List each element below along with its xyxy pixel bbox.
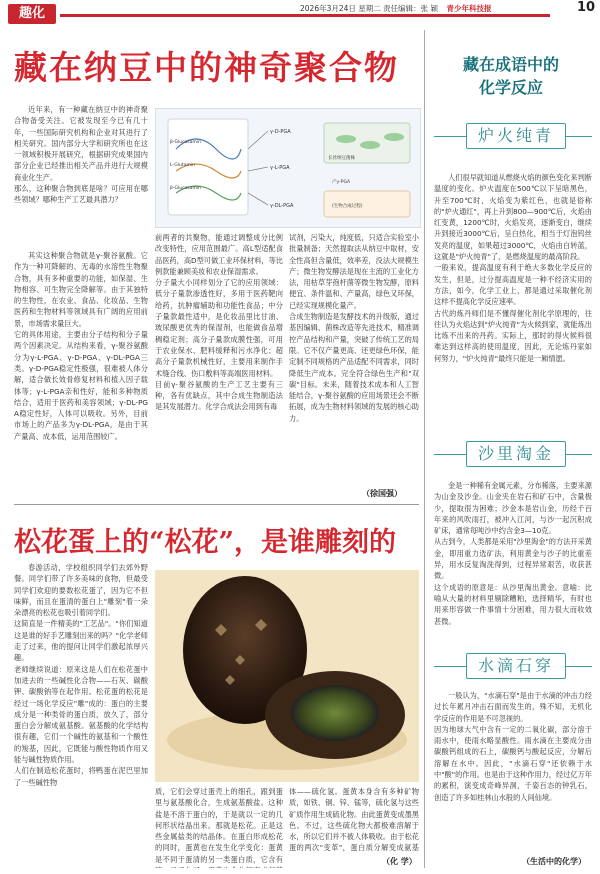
section-tag: 趣化 <box>8 4 56 24</box>
column-divider <box>424 30 425 868</box>
label-left-b: L-Glutamin <box>170 163 195 168</box>
article2-title: 松花蛋上的“松花”，是谁雕刻的 <box>14 527 397 558</box>
idiom2-heading: 沙里淘金 <box>466 441 566 467</box>
page-number: 10 <box>576 0 596 15</box>
idiom2-text: 金是一种稀有金属元素，分布稀落，主要来源为山金及沙金。山金夹在岩石和矿石中，含量极少，提取很为困难；沙金本是岩山金，历经千百年来的风吹雨打，被冲入江河，与沙一起沉积成矿床，通常每吨沙中约含金3—10克。 从古到今，人类都是采用"沙里淘金"的方法开采黄金，即用重力选矿法，利用黄金与沙子的比重差异，用水反复淘洗得到，过程异常艰苦，收获甚微。 这个成语的原意是：从沙里淘出黄金。意喻：比喻从大量的材料里剔除糟粕，选择精华，有时也用来形容做一件事情十分困难，用力很大而收效甚微。 <box>434 481 592 626</box>
idiom1-heading: 炉火纯青 <box>466 123 566 149</box>
sidebar-title-line1: 藏在成语中的 <box>462 55 559 74</box>
pga-diagram-svg <box>156 109 420 227</box>
article1-col1-intro: 近年来，有一种藏在纳豆中的神奇聚合物备受关注。它被发现至今已有几十年，一些国际研究机构和企业对其进行了相关研究。国内部分大学和研究所也在这一领域积极开展研究，根据研究成果国内部分企业已经推出相关产品并进行大规模商业化生产。 那么，这种聚合物到底是啥？可应用在哪些领域？哪种生产工艺最具潜力？ <box>14 105 148 205</box>
article2-author: （化 学） <box>382 857 417 866</box>
article1-col1-body: 其实这种聚合物就是γ-聚谷氨酸。它作为一种可降解的、无毒的水溶性生物聚合物，具有多种重要的功能，如保湿、生物相容、可生物完全降解等。由于其独特的生物性，在农业、食品、化妆品、生物医药和生物材料等领域具有广阔的应用前景，市场需求量巨大。 它的具体用途，主要由分子结构和分子量两个因素决定。从结构来看，γ-聚谷氨酸分为γ-L-PGA、γ-D-PGA、γ-DL-PGA三类。γ-D-PGA稳定性极强，很难被人体分解，适合做长效骨修复材料和植入因子载体等；γ-L-PGA亲和性好，能和多种物质结合，适用于医药和美容领域；γ-DL-PGA稳定性好，人体可以吸收。另外，目前市场上的产品多为γ-DL-PGA，是由于其产量高、成本低，运用范围较广。 <box>14 251 148 441</box>
issue-date-editor: 2026年3月24日 星期二 责任编辑：张 颖 <box>300 4 439 13</box>
idiom3-text: 一般认为，"水滴石穿"是由于水滴的冲击力经过长年累月冲击石面而发生的，殊不知，无机化学反应的作用是不可忽视的。 因为地球大气中含有一定的二氧化碳，部分溶于雨水中，使雨水略显酸性。雨水滴在主要成分由碳酸钙组成的石上，碳酸钙与酸起反应，分解后溶解在水中。因此，"水滴石穿"还依赖于水中"酸"的作用。也是由于这种作用力，经过亿万年的累积，演变成奇峰异洞，千姿百态的钟乳石，创造了许多如桂林山水般的人间仙境。 <box>434 691 592 802</box>
newspaper-brand: 青少年科技报 <box>446 4 492 13</box>
bacterium-2 <box>360 141 380 149</box>
article1-col2: 前两者的共聚物，能通过调整成分比例改变特性，应用范围最广。高L型适配食品医药，高D型可做工业环保材料，等比例款能兼顾美妆和农业保湿需求。 分子量大小同样划分了它的应用领域：低分子量款渗透性好，多用于医药靶向给药，抗肿瘤辅助和功能性食品；中分子量款最性适中，是化妆品里比甘油、玻尿酸更优秀的保湿剂，也能做食品增稠稳定剂；高分子量款成膜性强，可用于农业保水、肥料缓释和污水净化；超高分子量款机械性好，主要用来制作手术缝合线、伤口敷料等高端医用材料。 目前γ-聚谷氨酸的生产工艺主要有三种，各有优缺点，其中合成生物制造法是其发展潜力。化学合成法会用到有毒 <box>155 233 283 412</box>
sidebar-title-line2: 化学反应 <box>478 78 543 97</box>
egg-illustration <box>155 570 419 782</box>
arrow-bot <box>248 193 268 205</box>
arrow-mid <box>248 167 268 171</box>
article2-col1: 春游活动，学校组织同学们去郊外野餐。同学们带了许多美味的食物，但最受同学们欢迎的要数松花蛋了，因为它不但味鲜，而且在蛋清的蛋白上"雕刻"着一朵朵漂亮的松花也吸引着同学们。 这简直是一件精美的"工艺品"。"你们知道这是谁的好手艺雕刻出来的吗？"化学老师走了过来，他的提问让同学们激起浓厚兴趣。 老师继续说道：原来这是人们在松花蛋中加进去的一些碱性化合物——石灰、碳酸钾、碳酸钠等在起作用。松花蛋的松花是经过一场化学反应"雕"成的：蛋白的主要成分是一种类骨的蛋白质，放久了，部分蛋白会分解成氨基酸。氨基酸的化学结构很有趣，它们一个碱性的氨基和一个酸性的羧基，因此，它既能与酸性物质作用又能与碱性物质作用。 人们在制造松花蛋时，将鸭蛋在泥巴里加了一些碱性物 <box>14 563 148 787</box>
label-left-c: β-Glucosamin <box>170 186 201 191</box>
sidebar-author: （生活中的化学） <box>522 857 586 866</box>
bacterium-1 <box>336 135 356 143</box>
article1-title: 藏在纳豆中的神奇聚合物 <box>14 48 399 87</box>
halved-egg-yolk <box>291 685 379 741</box>
label-pga-d: γ-D-PGA <box>270 129 291 135</box>
header-info <box>300 3 570 14</box>
label-right-mid: 产γ-PGA <box>332 180 351 185</box>
label-pga-dl: γ-DL-PGA <box>270 203 294 209</box>
article1-col3: 试剂，污染大，纯度低，只适合实验室小批量制备；天然提取法从纳豆中取材，安全性高但含量低，效率差，没法大规模生产；微生物发酵法是现在主流的工业化方法，用枯草芽孢杆菌等微生物发酵，原料便宜、条件温和、产量高，绿色又环保，已经实现规模化量产。 合成生物制造是发酵技术的升级版，通过基因编辑、菌株改造等先进技术，精准调控产品结构和产量，突破了传统工艺的局限。它不仅产量更高、还更绿色环保，能定制不同规格的产品适配不同需求，同时降低生产成本。完全符合绿色生产和"双碳"目标。未来，随着技术成本和人工智能结合，γ-聚谷氨酸的应用场景还会不断拓展，成为生物材料领域的发展的核心助力。 <box>289 233 419 423</box>
article1-author: （徐国强） <box>362 489 402 498</box>
article-divider <box>14 504 419 505</box>
arrow-top <box>248 131 268 149</box>
idiom1-text: 人们很早就知道从燃烧火焰的颜色变化来判断温度的变化。炉火温度在500℃以下呈暗黑色，升至700℃时，火焰变为紫红色，也就是俗称的"炉火通红"，再上升到800—900℃后，火焰由红变黄，1200℃时，火焰发亮，逐渐变白，继续升到接近3000℃后，呈白热化，相当于灯泡钨丝发亮的温度，如果超过3000℃，火焰由白转蓝，这就是"炉火纯青"了，是燃烧温度的最高阶段。 一般来说，提高温度有利于绝大多数化学反应的发生，但是，过分提高温度是一种不经济实用的方法，如今，化学工业上，都是通过采取催化剂这样不提高化学反应速率。 古代的炼丹师们是不懂得催化剂化学原理的，往往认为火焰达到"炉火纯青"为火候到家，就能炼出比炼不出来的丹药。实际上，那时的得火候料很难达到这样高的使用温度，因此，无论炼丹家如何努力，"炉火纯青"最终只能是一厢情愿。 <box>434 173 592 363</box>
label-right-bot: (生物合成过程) <box>332 204 363 209</box>
header-rule <box>60 14 550 17</box>
century-egg-photo <box>155 570 419 782</box>
bacterium-3 <box>384 133 404 141</box>
label-right-top: 长丝纳豆菌株 <box>328 156 355 161</box>
article2-col2: 质，它们会穿过蛋壳上的细孔，跟到蛋里与氨基酸化合，生成氨基酸盐。这种盐是不溶于蛋白的，于是就以一定的几何形状结晶出来。那就是松花。正是这些金属盐类的结晶体。在蛋白形成松花的同时，蛋黄也在发生化学变化：蛋黄是不同于蛋清的另一类蛋白质，它含有 <box>155 787 283 864</box>
pga-structure-diagram <box>155 108 421 228</box>
idiom3-heading: 水滴石穿 <box>466 653 566 679</box>
label-left-a: β-Glucosamin <box>170 140 201 145</box>
label-pga-l: γ-L-PGA <box>270 165 290 171</box>
article2-col3: 体——硫化氢。蛋黄本身含有多种矿物质，如铁、铜、锌、锰等，硫化氢与这些矿质作用生成硫化物。由此蛋黄变成墨黑色。不过，这些硫化物大都极难溶解于水，所以它们并不被人体吸收。由于松花蛋的两次"变革"，蛋白质分解变成氨基 <box>289 787 419 853</box>
